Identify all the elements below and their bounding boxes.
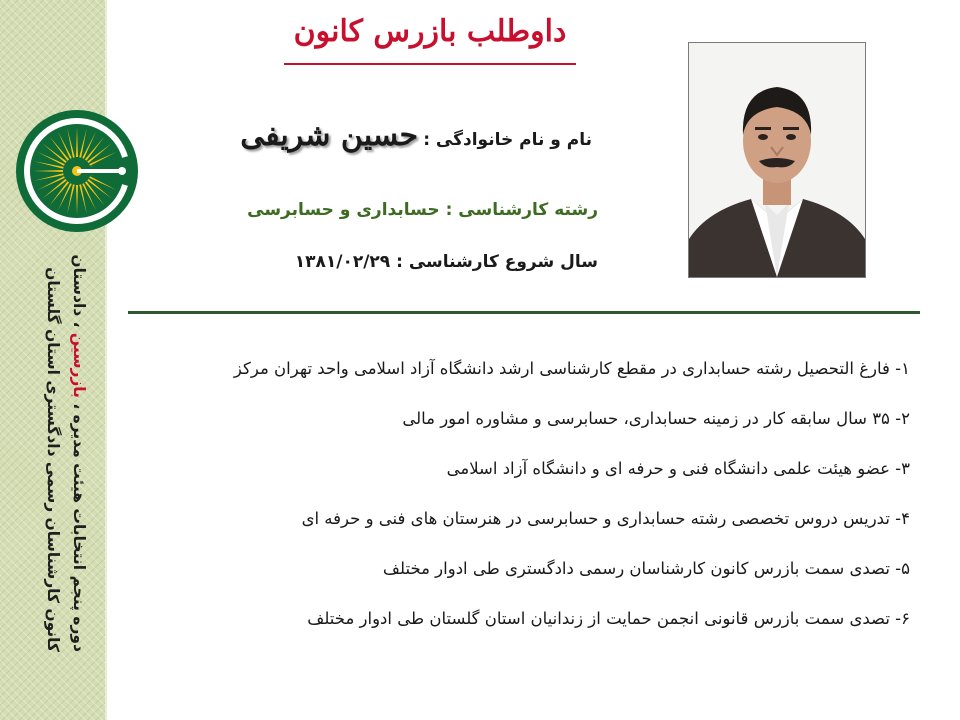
list-item: ۶- تصدی سمت بازرس قانونی انجمن حمایت از زندانیان استان گلستان طی ادوار مختلف bbox=[307, 609, 910, 628]
list-item: ۴- تدریس دروس تخصصی رشته حسابداری و حسابرسی در هنرستان های فنی و حرفه ای bbox=[301, 509, 910, 528]
organization-logo-icon bbox=[14, 108, 140, 234]
candidate-name-row bbox=[230, 118, 592, 153]
name-label: نام و نام خانوادگی : bbox=[423, 130, 592, 150]
list-item: ۱- فارغ التحصیل رشته حسابداری در مقطع کارشناسی ارشد دانشگاه آزاد اسلامی واحد تهران مرکز bbox=[233, 359, 910, 378]
qualifications-list bbox=[135, 344, 910, 644]
list-item: ۵- تصدی سمت بازرس کانون کارشناسان رسمی دادگستری طی ادوار مختلف bbox=[382, 559, 910, 578]
candidate-name: حسین شریفی bbox=[240, 118, 419, 153]
sidebar-caption bbox=[28, 254, 92, 652]
title-underline bbox=[284, 63, 576, 65]
sidebar-line-2: کانون کارشناسان رسمی دادگستری استان گلستان bbox=[44, 267, 62, 652]
list-item: ۲- ۳۵ سال سابقه کار در زمینه حسابداری، حسابرسی و مشاوره امور مالی bbox=[402, 409, 910, 428]
sidebar-line-1: دوره پنجم انتخابات هیئت مدیره ، بازرسین ، دادستان bbox=[70, 254, 88, 652]
start-year-field: سال شروع کارشناسی : ۱۳۸۱/۰۲/۲۹ bbox=[294, 252, 598, 272]
candidate-photo bbox=[688, 42, 866, 278]
list-item: ۳- عضو هیئت علمی دانشگاه فنی و حرفه ای و دانشگاه آزاد اسلامی bbox=[446, 459, 910, 478]
page-title: داوطلب بازرس کانون bbox=[293, 14, 567, 49]
section-divider bbox=[128, 311, 920, 314]
major-field: رشته کارشناسی : حسابداری و حسابرسی bbox=[247, 200, 598, 220]
sidebar-highlight: بازرسین bbox=[70, 332, 88, 398]
